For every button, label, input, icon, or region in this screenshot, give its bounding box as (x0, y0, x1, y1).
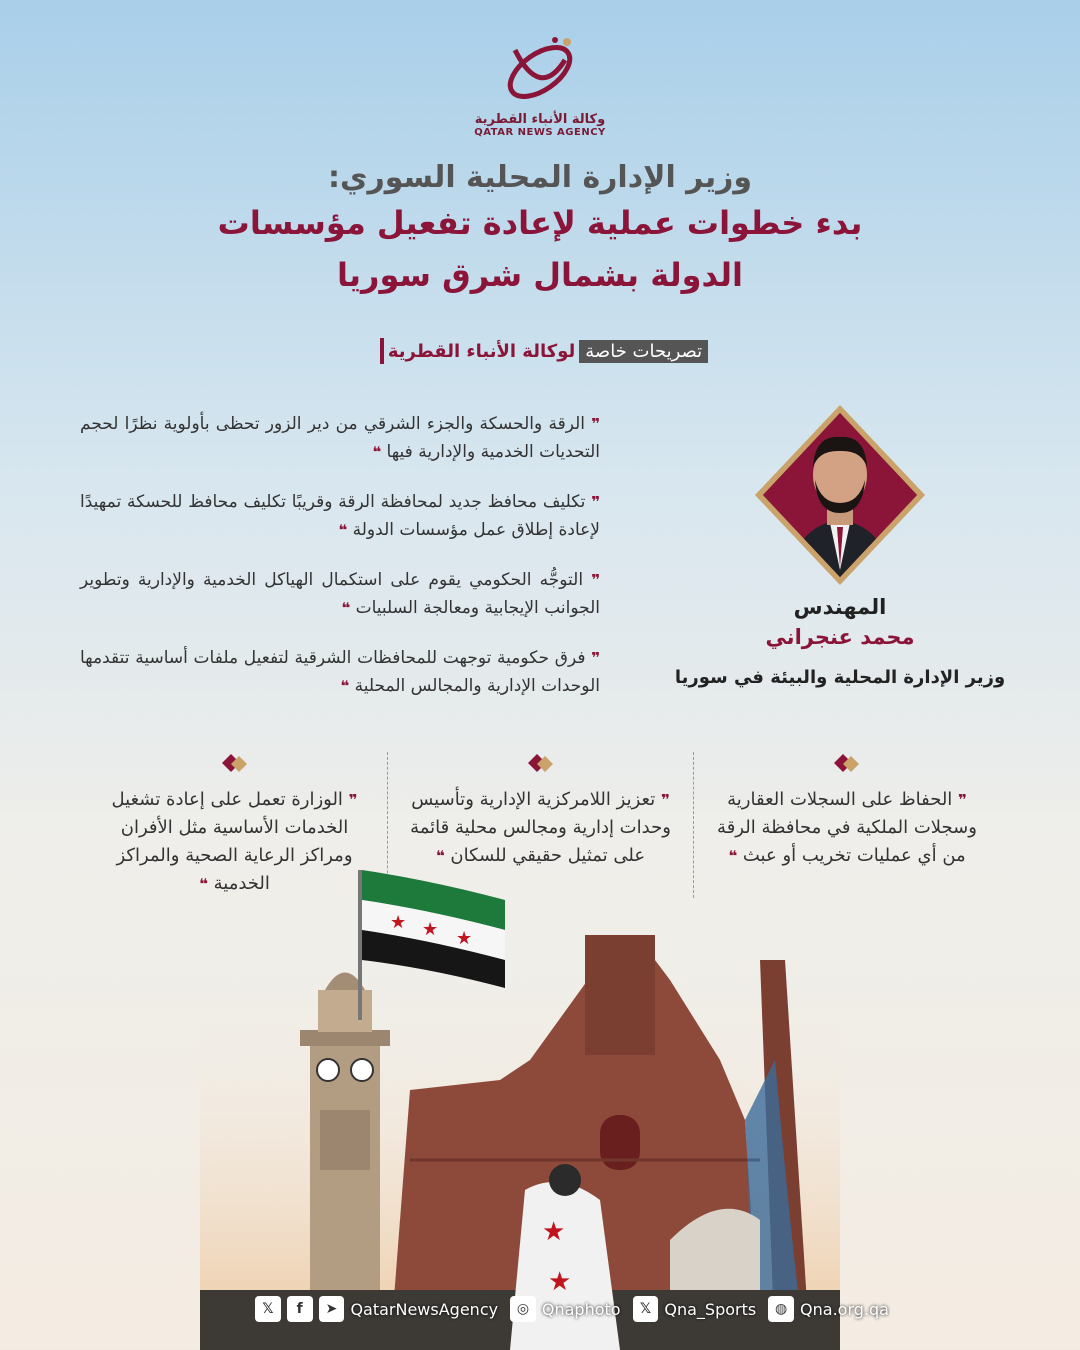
landmark-scene (200, 860, 840, 1350)
quote-open-icon: ❞ (591, 415, 601, 433)
exclusive-tag (0, 338, 1080, 364)
minister-title: المهندس (793, 595, 887, 619)
logo-arabic-text: وكالة الأنباء القطرية (474, 112, 606, 127)
quote-close-icon: ❝ (435, 847, 445, 865)
quote-open-icon: ❞ (958, 791, 967, 809)
flag-icon (358, 870, 505, 1020)
statement-list (80, 410, 600, 722)
social-footer (255, 1296, 895, 1322)
logo-english-text: QATAR NEWS AGENCY (474, 127, 606, 138)
instagram-icon[interactable]: ◎ (510, 1296, 536, 1322)
x-icon[interactable]: 𝕏 (255, 1296, 281, 1322)
social-handle[interactable]: QatarNewsAgency (350, 1299, 499, 1319)
quote-close-icon: ❝ (338, 521, 348, 539)
quote-open-icon: ❞ (591, 649, 600, 667)
headline-line-2: بدء خطوات عملية لإعادة تفعيل مؤسسات (217, 204, 863, 242)
minister-info (660, 595, 1020, 688)
quote-close-icon: ❝ (728, 847, 738, 865)
qna-emblem-icon (495, 30, 585, 110)
statement-text: التوجُّه الحكومي يقوم على استكمال الهياكل الخدمية والإدارية وتطوير الجوانب الإيجابية ومعالجة السلبيات (80, 570, 600, 618)
social-handle[interactable]: Qnaphoto (541, 1299, 621, 1319)
minister-role: وزير الإدارة المحلية والبيئة في سوريا (674, 667, 1006, 688)
minister-name: محمد عنجراني (765, 625, 915, 649)
quote-close-icon: ❝ (372, 443, 382, 461)
svg-text:★: ★ (542, 1217, 566, 1247)
headline-line-3: الدولة بشمال شرق سوريا (337, 256, 743, 294)
svg-text:★: ★ (456, 928, 473, 949)
diamond-bullet-icon (832, 752, 862, 774)
diamond-bullet-icon (220, 752, 250, 774)
globe-icon[interactable]: ◍ (768, 1296, 794, 1322)
website-link[interactable]: Qna.org.qa (800, 1299, 889, 1319)
facebook-icon[interactable]: f (287, 1296, 313, 1322)
highlight-text: الحفاظ على السجلات العقارية وسجلات الملكية في محافظة الرقة من أي عمليات تخريب أو عبث (717, 789, 977, 866)
svg-text:★: ★ (548, 1267, 572, 1297)
statement-item (80, 644, 600, 700)
statement-item (80, 410, 600, 466)
quote-close-icon: ❝ (199, 875, 208, 893)
social-handle[interactable]: Qna_Sports (664, 1299, 757, 1319)
statement-text: تكليف محافظ جديد لمحافظة الرقة وقريبًا تكليف محافظ للحسكة تمهيدًا لإعادة إطلاق عمل مؤسسات الدولة (80, 492, 600, 540)
headline-line-1: وزير الإدارة المحلية السوري: (327, 160, 753, 195)
x-icon[interactable]: 𝕏 (633, 1296, 659, 1322)
headline (0, 160, 1080, 299)
statement-text: فرق حكومية توجهت للمحافظات الشرقية لتفعيل ملفات أساسية تتقدمها الوحدات الإدارية والمجالس المحلية (80, 648, 600, 696)
quote-close-icon: ❝ (340, 677, 350, 695)
svg-text:★: ★ (422, 919, 439, 940)
telegram-icon[interactable]: ➤ (319, 1296, 345, 1322)
statement-item (80, 488, 600, 544)
quote-open-icon: ❞ (591, 571, 600, 589)
highlight-text: تعزيز اللامركزية الإدارية وتأسيس وحدات إدارية ومجالس محلية قائمة على تمثيل حقيقي للسكان (410, 789, 671, 866)
statement-text: الرقة والحسكة والجزء الشرقي من دير الزور تحظى بأولوية نظرًا لحجم التحديات الخدمية والإدارية فيها (80, 414, 600, 462)
svg-text:★: ★ (390, 912, 407, 933)
quote-open-icon: ❞ (348, 791, 358, 809)
tag-highlight: تصريحات خاصة (579, 340, 708, 363)
tag-bar (380, 338, 384, 364)
minister-portrait (755, 395, 925, 585)
qna-logo (0, 30, 1080, 138)
quote-close-icon: ❝ (341, 599, 351, 617)
quote-open-icon: ❞ (660, 791, 670, 809)
statement-item (80, 566, 600, 622)
diamond-bullet-icon (526, 752, 556, 774)
highlight-text: الوزارة تعمل على إعادة تشغيل الخدمات الأساسية مثل الأفران ومراكز الرعاية الصحية والمراكز الخدمية (111, 789, 353, 894)
quote-open-icon: ❞ (591, 493, 601, 511)
tag-rest: لوكالة الأنباء القطرية (387, 340, 576, 362)
